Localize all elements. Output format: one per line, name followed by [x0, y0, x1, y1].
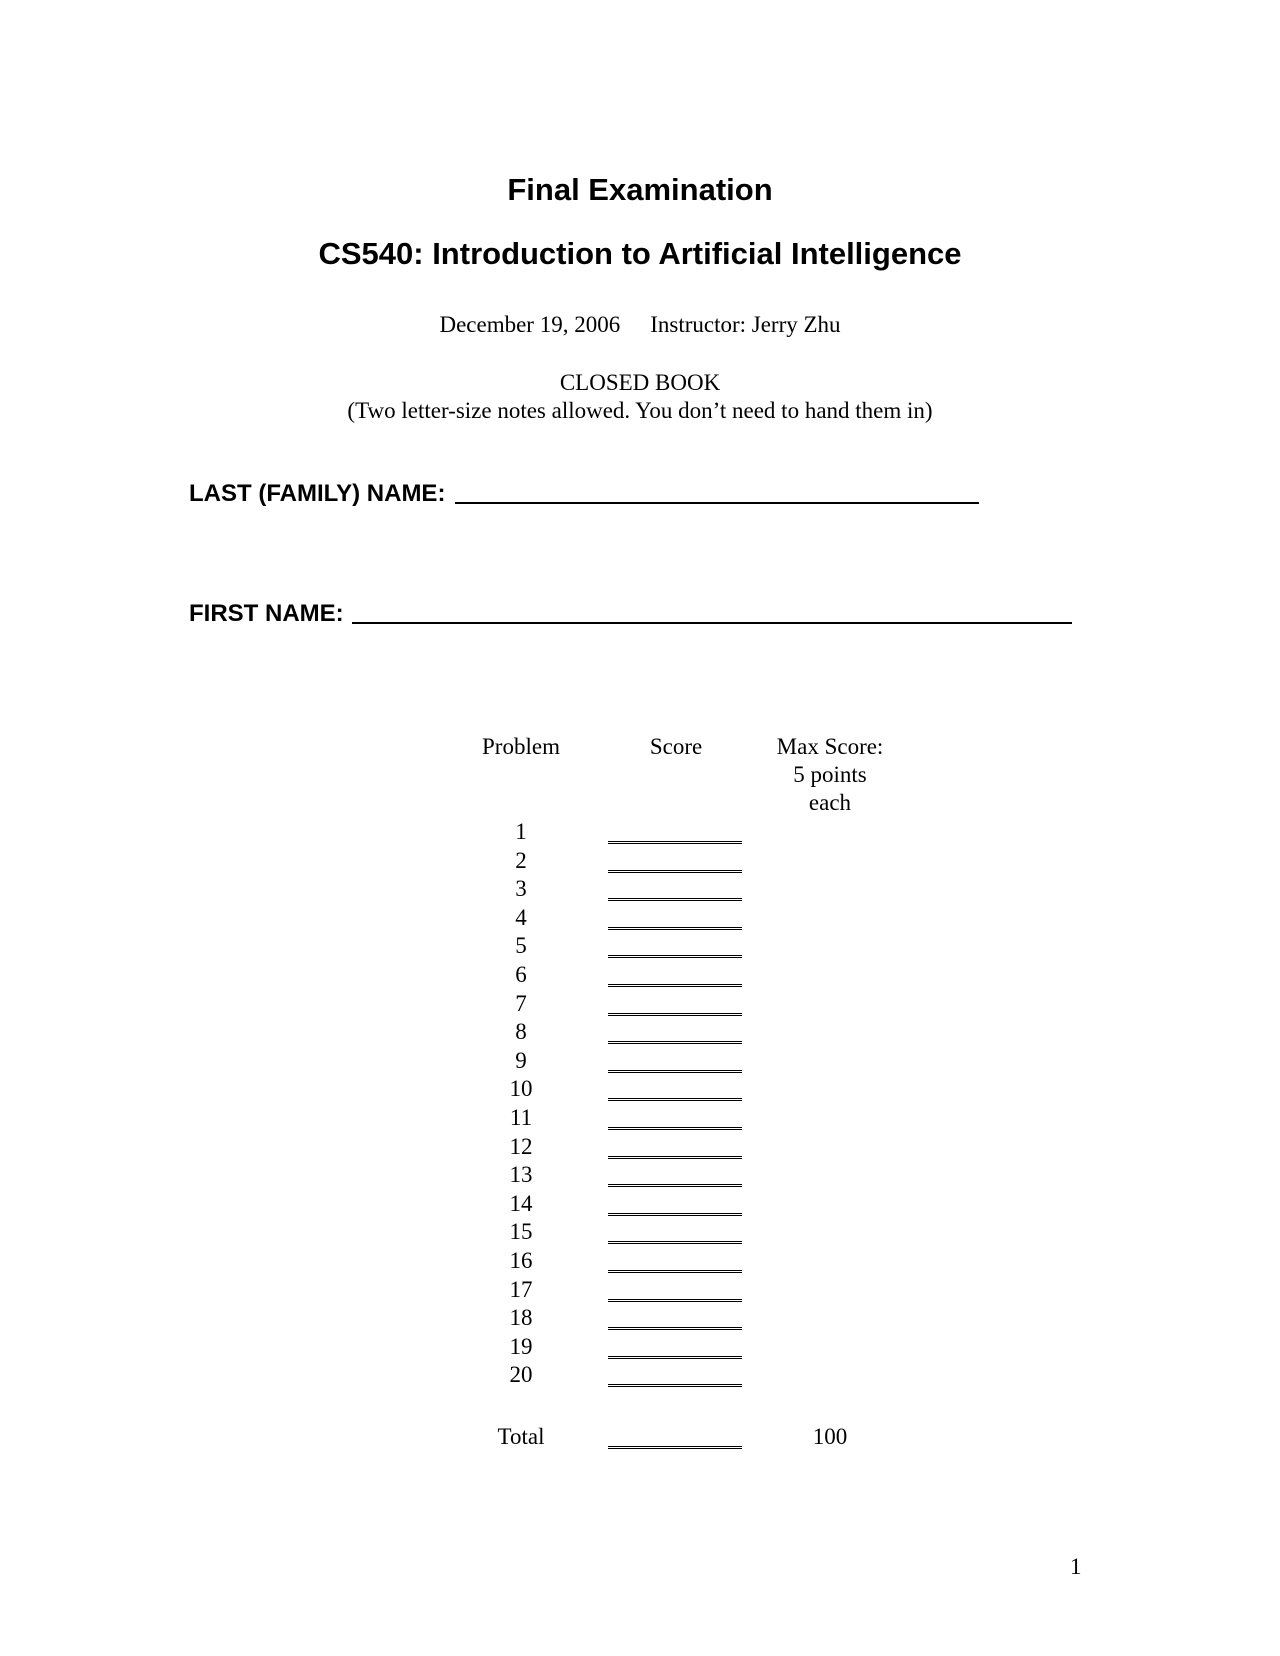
last-name-label: LAST (FAMILY) NAME:: [189, 480, 446, 507]
total-max-score: 100: [812, 1424, 848, 1449]
problem-number: 15: [509, 1219, 533, 1245]
exam-date: December 19, 2006: [439, 312, 621, 337]
problem-column-header: Problem: [482, 734, 560, 759]
score-row: [460, 990, 760, 1019]
book-policy: CLOSED BOOK: [559, 370, 721, 395]
score-blank[interactable]: [608, 898, 742, 901]
score-row: [460, 1161, 760, 1190]
total-score-blank[interactable]: [608, 1446, 742, 1449]
score-row: [460, 904, 760, 933]
max-score-header-line: each: [808, 790, 852, 815]
score-row: [460, 1018, 760, 1047]
problem-number: 14: [509, 1190, 533, 1216]
score-row: [460, 1047, 760, 1076]
notes-policy: (Two letter-size notes allowed. You don’t need to hand them in): [347, 398, 933, 423]
course-title: CS540: Introduction to Artificial Intelligence: [318, 236, 962, 271]
score-blank[interactable]: [608, 984, 742, 987]
first-name-label: FIRST NAME:: [189, 600, 344, 627]
problem-number: 19: [509, 1333, 533, 1359]
problem-number: 20: [509, 1362, 533, 1388]
score-row: [460, 1247, 760, 1276]
score-row: [460, 1104, 760, 1133]
problem-number: 5: [515, 933, 527, 959]
score-row: [460, 1075, 760, 1104]
score-blank[interactable]: [608, 1013, 742, 1016]
score-blank[interactable]: [608, 1041, 742, 1044]
problem-number: 2: [515, 847, 527, 873]
exam-title: Final Examination: [507, 172, 773, 207]
problem-number: 18: [509, 1305, 533, 1331]
score-blank[interactable]: [608, 927, 742, 930]
score-blank[interactable]: [608, 1327, 742, 1330]
score-blank[interactable]: [608, 1098, 742, 1101]
problem-number: 17: [509, 1276, 533, 1302]
problem-number: 6: [515, 962, 527, 987]
score-row: [460, 1133, 760, 1162]
problem-number: 12: [509, 1133, 533, 1159]
problem-number: 4: [515, 904, 527, 930]
score-column-header: Score: [649, 734, 703, 759]
score-row: [460, 961, 760, 990]
score-row: [460, 1361, 760, 1390]
score-blank[interactable]: [608, 1070, 742, 1073]
score-row: [460, 1190, 760, 1219]
score-blank[interactable]: [608, 870, 742, 873]
page-number: 1: [1070, 1554, 1082, 1579]
score-blank[interactable]: [608, 1299, 742, 1302]
problem-number: 13: [509, 1162, 533, 1188]
score-blank[interactable]: [608, 1156, 742, 1159]
score-row: [460, 1304, 760, 1333]
score-row: [460, 1333, 760, 1362]
problem-number: 9: [515, 1047, 527, 1073]
problem-number: 1: [515, 819, 527, 844]
score-blank[interactable]: [608, 1184, 742, 1187]
problem-number: 11: [509, 1105, 533, 1130]
score-blank[interactable]: [608, 1213, 742, 1216]
score-blank[interactable]: [608, 1356, 742, 1359]
score-row: [460, 847, 760, 876]
score-blank[interactable]: [608, 1127, 742, 1130]
score-row: [460, 818, 760, 847]
problem-number: 8: [515, 1019, 527, 1045]
score-blank[interactable]: [608, 1384, 742, 1387]
problem-number: 10: [509, 1076, 533, 1102]
problem-number: 3: [515, 876, 527, 902]
score-blank[interactable]: [608, 955, 742, 958]
problem-number: 7: [515, 990, 527, 1016]
score-blank[interactable]: [608, 1241, 742, 1244]
score-blank[interactable]: [608, 1270, 742, 1273]
max-score-header-line: Max Score:: [776, 734, 884, 759]
problem-number: 16: [509, 1248, 533, 1273]
score-blank[interactable]: [608, 841, 742, 844]
max-score-header-line: 5 points: [793, 762, 867, 787]
score-row: [460, 875, 760, 904]
score-row: [460, 1218, 760, 1247]
score-row: [460, 1276, 760, 1305]
total-label: Total: [497, 1424, 545, 1449]
score-row: [460, 932, 760, 961]
max-score-column-header: [740, 733, 920, 817]
instructor-name: Instructor: Jerry Zhu: [650, 312, 841, 337]
